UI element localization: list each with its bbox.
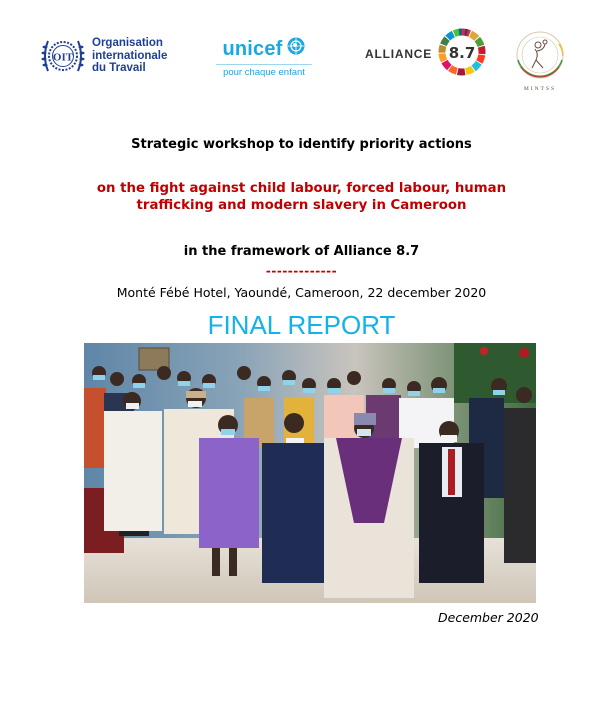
venue-and-date: Monté Fébé Hotel, Yaoundé, Cameroon, 22 december 2020 bbox=[116, 285, 487, 300]
oit-logo bbox=[40, 32, 168, 80]
group-photo bbox=[84, 343, 536, 603]
oit-name-line1: Organisation bbox=[92, 37, 163, 50]
oit-name-line3: du Travail bbox=[92, 62, 146, 75]
unicef-globe-icon bbox=[286, 36, 306, 62]
unicef-divider bbox=[216, 64, 312, 65]
workshop-title-line1: Strategic workshop to identify priority actions bbox=[131, 137, 472, 152]
unicef-name: unicef bbox=[222, 37, 283, 60]
unicef-logo bbox=[210, 36, 318, 80]
alliance-number: 8.7 bbox=[448, 44, 476, 62]
alliance-87-logo bbox=[365, 28, 495, 80]
svg-text:OIT: OIT bbox=[52, 51, 74, 64]
alliance-name: ALLIANCE bbox=[365, 47, 433, 61]
title-separator: ------------- bbox=[265, 264, 338, 278]
mintss-logo bbox=[514, 30, 566, 90]
workshop-title-line2: on the fight against child labour, forced labour, human bbox=[96, 181, 507, 196]
oit-name-line2: internationale bbox=[92, 49, 168, 62]
report-title: FINAL REPORT bbox=[207, 310, 396, 340]
unicef-tagline: pour chaque enfant bbox=[223, 67, 305, 78]
report-date: December 2020 bbox=[438, 610, 539, 625]
mintss-seal-icon bbox=[515, 65, 565, 84]
workshop-title-line3: trafficking and modern slavery in Cameroon bbox=[136, 198, 467, 213]
workshop-title-line4: in the framework of Alliance 8.7 bbox=[183, 244, 420, 259]
mintss-label: MINTSS bbox=[523, 86, 557, 92]
sdg-wheel-icon bbox=[438, 28, 486, 80]
oit-emblem-icon bbox=[40, 33, 86, 79]
